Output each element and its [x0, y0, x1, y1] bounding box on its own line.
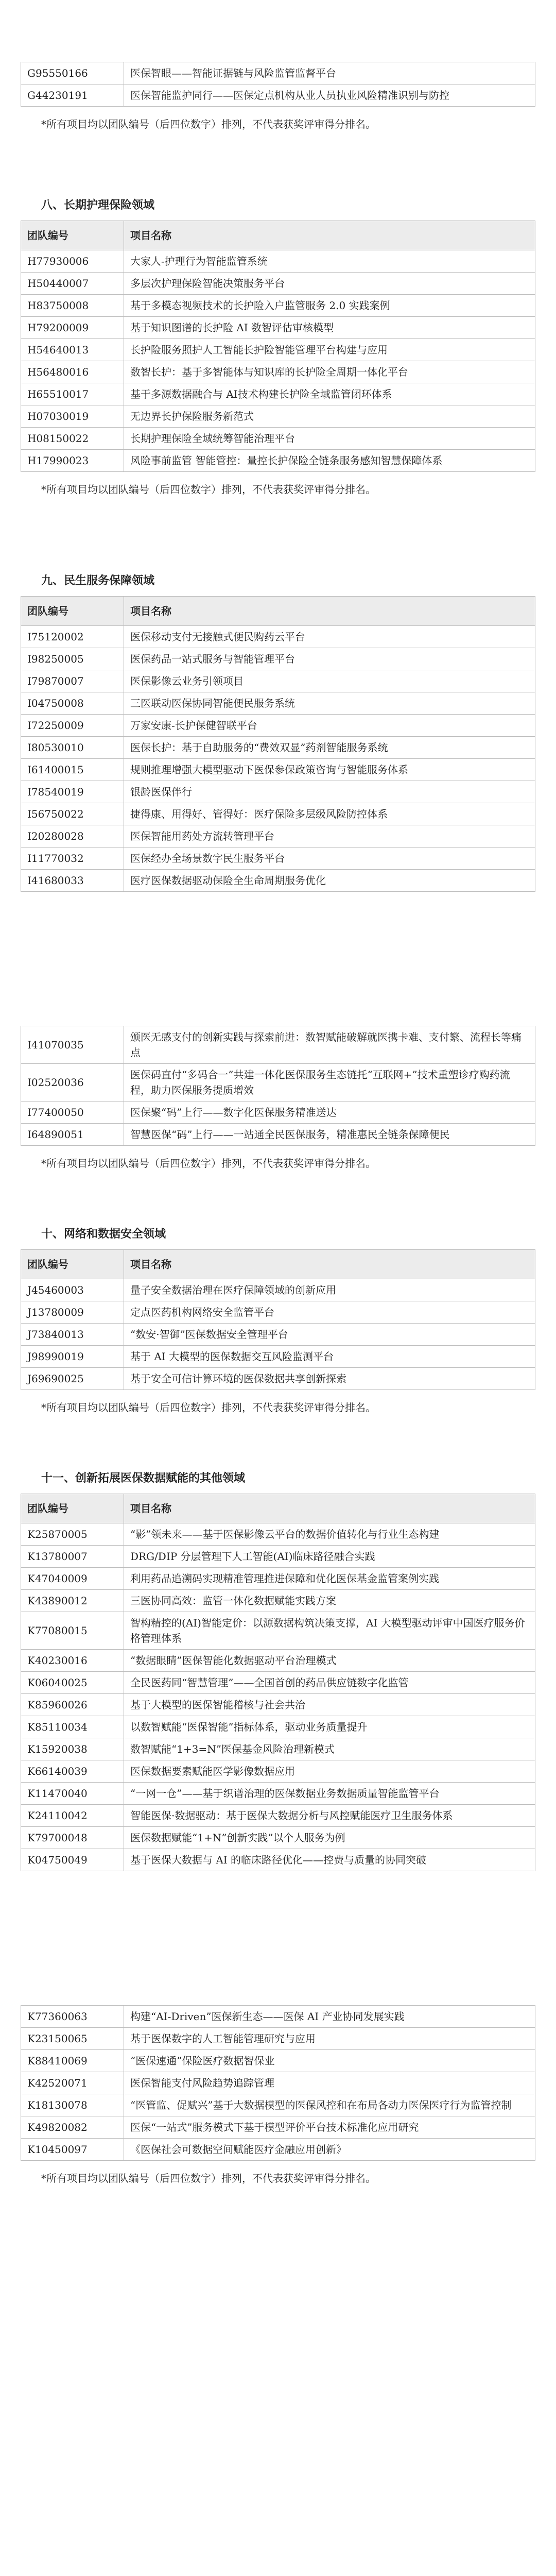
project-name: 数智长护：基于多智能体与知识库的长护险全周期一体化平台 — [124, 361, 535, 383]
project-name: 《医保社会可数据空间赋能医疗金融应用创新》 — [124, 2139, 535, 2161]
table-row — [21, 759, 535, 781]
project-name: 基于医保数字的人工智能管理研究与应用 — [124, 2028, 535, 2050]
table-row — [21, 1716, 535, 1738]
team-code: I79870007 — [21, 670, 124, 692]
project-name: 利用药品追溯码实现精准管理推进保障和优化医保基金监管案例实践 — [124, 1568, 535, 1590]
table-row — [21, 626, 535, 648]
table-row — [21, 2050, 535, 2072]
project-name: 基于医保大数据与 AI 的临床路径优化——控费与质量的协同突破 — [124, 1849, 535, 1871]
table-row — [21, 737, 535, 759]
project-name: 风险事前监管 智能管控：量控长护保险全链条服务感知智慧保障体系 — [124, 450, 535, 472]
table-row — [21, 1346, 535, 1368]
team-code: K06040025 — [21, 1672, 124, 1694]
team-code: I20280028 — [21, 825, 124, 848]
team-code: H83750008 — [21, 295, 124, 317]
project-name: 规则推理增强大模型驱动下医保参保政策咨询与智能服务体系 — [124, 759, 535, 781]
project-name: 医保智眼——智能证据链与风险监管监督平台 — [124, 62, 535, 84]
project-name: 医保长护：基于自助服务的“费效双显”药剂智能服务系统 — [124, 737, 535, 759]
table-row — [21, 825, 535, 848]
note-text: *所有项目均以团队编号（后四位数字）排列，不代表获奖评审得分排名。 — [41, 1401, 376, 1414]
table-row — [21, 1827, 535, 1849]
header-name: 项目名称 — [124, 1250, 535, 1279]
project-name: 基于知识图谱的长护险 AI 数智评估审核模型 — [124, 317, 535, 339]
project-name: 智能医保·数据驱动：基于医保大数据分析与风控赋能医疗卫生服务体系 — [124, 1805, 535, 1827]
table-row — [21, 1694, 535, 1716]
table-row — [21, 405, 535, 428]
team-code: J69690025 — [21, 1368, 124, 1390]
team-code: H54640013 — [21, 339, 124, 361]
team-code: K85110034 — [21, 1716, 124, 1738]
table-row — [21, 1650, 535, 1672]
section9-title: 九、民生服务保障领域 — [41, 574, 155, 587]
header-code: 团队编号 — [21, 597, 124, 626]
project-name: “数据眼睛”医保智能化数据驱动平台治理模式 — [124, 1650, 535, 1672]
team-code: I75120002 — [21, 626, 124, 648]
project-name: “医管监、促赋兴”基于大数据模型的医保风控和在布局各动力医保医疗行为监管控制 — [124, 2094, 535, 2116]
table-row — [21, 2072, 535, 2094]
team-code: G44230191 — [21, 84, 124, 107]
team-code: H17990023 — [21, 450, 124, 472]
team-code: K24110042 — [21, 1805, 124, 1827]
table-row — [21, 361, 535, 383]
table-row — [21, 1124, 535, 1146]
project-name: 数智赋能“1+3=N”医保基金风险治理新模式 — [124, 1738, 535, 1760]
header-code: 团队编号 — [21, 1250, 124, 1279]
team-code: K15920038 — [21, 1738, 124, 1760]
project-name: 基于多源数据融合与 AI技术构建长护险全域监管闭环体系 — [124, 383, 535, 405]
team-code: K23150065 — [21, 2028, 124, 2050]
table-section8 — [21, 221, 535, 472]
table-row — [21, 2028, 535, 2050]
table-row — [21, 1783, 535, 1805]
project-name: 医保智能监护同行——医保定点机构从业人员执业风险精准识别与防控 — [124, 84, 535, 107]
project-name: 无边界长护保险服务新范式 — [124, 405, 535, 428]
team-code: I41680033 — [21, 870, 124, 892]
team-code: H07030019 — [21, 405, 124, 428]
team-code: K43890012 — [21, 1590, 124, 1612]
team-code: K13780007 — [21, 1546, 124, 1568]
team-code: H65510017 — [21, 383, 124, 405]
team-code: I72250009 — [21, 715, 124, 737]
table-row — [21, 1523, 535, 1546]
team-code: J98990019 — [21, 1346, 124, 1368]
team-code: I11770032 — [21, 848, 124, 870]
table-row — [21, 715, 535, 737]
project-name: 量子安全数据治理在医疗保障领域的创新应用 — [124, 1279, 535, 1301]
header-name: 项目名称 — [124, 597, 535, 626]
table-row — [21, 781, 535, 803]
table-row — [21, 803, 535, 825]
team-code: H08150022 — [21, 428, 124, 450]
team-code: K79700048 — [21, 1827, 124, 1849]
team-code: I04750008 — [21, 692, 124, 715]
project-name: 医疗医保数据驱动保险全生命周期服务优化 — [124, 870, 535, 892]
project-name: “一网一仓”——基于织谱治理的医保数据业务数据质量智能监管平台 — [124, 1783, 535, 1805]
team-code: K11470040 — [21, 1783, 124, 1805]
project-name: 医保药品一站式服务与智能管理平台 — [124, 648, 535, 670]
table-row — [21, 2094, 535, 2116]
project-name: 智构精控的(AI)智能定价：以源数据构筑决策支撑，AI 大模型驱动评审中国医疗服务价格管理体系 — [124, 1612, 535, 1650]
team-code: K88410069 — [21, 2050, 124, 2072]
project-name: “医保速通”保险医疗数据智保业 — [124, 2050, 535, 2072]
team-code: I56750022 — [21, 803, 124, 825]
section11-title: 十一、创新拓展医保数据赋能的其他领域 — [41, 1471, 246, 1485]
team-code: I61400015 — [21, 759, 124, 781]
project-name: 基于大模型的医保智能稽核与社会共治 — [124, 1694, 535, 1716]
team-code: K25870005 — [21, 1523, 124, 1546]
note-text: *所有项目均以团队编号（后四位数字）排列，不代表获奖评审得分排名。 — [41, 483, 376, 496]
table-row — [21, 870, 535, 892]
project-name: 基于多模态视频技术的长护险入户监管服务 2.0 实践案例 — [124, 295, 535, 317]
team-code: K18130078 — [21, 2094, 124, 2116]
table-row — [21, 1279, 535, 1301]
table-row — [21, 1805, 535, 1827]
team-code: K47040009 — [21, 1568, 124, 1590]
project-name: 长期护理保险全域统筹智能治理平台 — [124, 428, 535, 450]
project-name: 银龄医保伴行 — [124, 781, 535, 803]
project-name: DRG/DIP 分层管理下人工智能(AI)临床路径融合实践 — [124, 1546, 535, 1568]
team-code: H79200009 — [21, 317, 124, 339]
table-row — [21, 1301, 535, 1324]
table-row — [21, 62, 535, 84]
table-row — [21, 1546, 535, 1568]
table-row — [21, 339, 535, 361]
table-section11 — [21, 1494, 535, 1871]
table-row — [21, 295, 535, 317]
team-code: K42520071 — [21, 2072, 124, 2094]
project-name: “数安·智御”医保数据安全管理平台 — [124, 1324, 535, 1346]
section10-title: 十、网络和数据安全领域 — [41, 1227, 166, 1241]
project-name: 全民医药同“智慧管理”——全国首创的药品供应链数字化监管 — [124, 1672, 535, 1694]
table-row — [21, 84, 535, 107]
project-name: “影”领未来——基于医保影像云平台的数据价值转化与行业生态构建 — [124, 1523, 535, 1546]
table-row — [21, 450, 535, 472]
team-code: J45460003 — [21, 1279, 124, 1301]
table-row — [21, 317, 535, 339]
table-row — [21, 692, 535, 715]
header-name: 项目名称 — [124, 221, 535, 250]
project-name: 颁医无感支付的创新实践与探索前进：数智赋能破解就医携卡难、支付繁、流程长等痛点 — [124, 1026, 535, 1064]
section8-title: 八、长期护理保险领域 — [41, 198, 155, 212]
table-row — [21, 2139, 535, 2161]
project-name: 医保“一站式”服务模式下基于模型评价平台技术标准化应用研究 — [124, 2116, 535, 2139]
project-name: 三医协同高效：监管一体化数据赋能实践方案 — [124, 1590, 535, 1612]
table-row — [21, 1672, 535, 1694]
project-name: 医保智能用药处方流转管理平台 — [124, 825, 535, 848]
team-code: K04750049 — [21, 1849, 124, 1871]
team-code: K10450097 — [21, 2139, 124, 2161]
header-name: 项目名称 — [124, 1494, 535, 1523]
table-top — [21, 62, 535, 107]
project-name: 医保移动支付无接触式便民购药云平台 — [124, 626, 535, 648]
table-section10 — [21, 1249, 535, 1390]
table-row — [21, 1324, 535, 1346]
team-code: I41070035 — [21, 1026, 124, 1064]
table-row — [21, 1026, 535, 1064]
header-code: 团队编号 — [21, 221, 124, 250]
project-name: 构建“AI-Driven”医保新生态——医保 AI 产业协同发展实践 — [124, 2006, 535, 2028]
table-bottom — [21, 2005, 535, 2161]
team-code: H50440007 — [21, 273, 124, 295]
project-name: 大家人-护理行为智能监管系统 — [124, 250, 535, 273]
team-code: G95550166 — [21, 62, 124, 84]
table-row — [21, 1064, 535, 1101]
table-row — [21, 383, 535, 405]
table-row — [21, 1849, 535, 1871]
project-name: 捷得康、用得好、管得好：医疗保险多层级风险防控体系 — [124, 803, 535, 825]
project-name: 多层次护理保险智能决策服务平台 — [124, 273, 535, 295]
table-row — [21, 670, 535, 692]
project-name: 医保聚“码”上行——数字化医保服务精准送达 — [124, 1101, 535, 1124]
team-code: I98250005 — [21, 648, 124, 670]
team-code: J73840013 — [21, 1324, 124, 1346]
project-name: 万家安康-长护保健智联平台 — [124, 715, 535, 737]
table-row — [21, 1760, 535, 1783]
header-code: 团队编号 — [21, 1494, 124, 1523]
team-code: I78540019 — [21, 781, 124, 803]
project-name: 医保码直付“多码合一”共建一体化医保服务生态链托“互联网+”技术重塑诊疗购药流程，助力医保服务提质增效 — [124, 1064, 535, 1101]
table-row — [21, 2116, 535, 2139]
team-code: K49820082 — [21, 2116, 124, 2139]
project-name: 定点医药机构网络安全监管平台 — [124, 1301, 535, 1324]
table-row — [21, 648, 535, 670]
project-name: 医保数据赋能“1+N”创新实践”以个人服务为例 — [124, 1827, 535, 1849]
team-code: K85960026 — [21, 1694, 124, 1716]
project-name: 长护险服务照护人工智能长护险智能管理平台构建与应用 — [124, 339, 535, 361]
table-row — [21, 1568, 535, 1590]
note-text: *所有项目均以团队编号（后四位数字）排列，不代表获奖评审得分排名。 — [41, 2172, 376, 2184]
team-code: H77930006 — [21, 250, 124, 273]
table-row — [21, 1738, 535, 1760]
project-name: 三医联动医保协同智能便民服务系统 — [124, 692, 535, 715]
note-text: *所有项目均以团队编号（后四位数字）排列，不代表获奖评审得分排名。 — [41, 1157, 376, 1170]
team-code: K77080015 — [21, 1612, 124, 1650]
team-code: I77400050 — [21, 1101, 124, 1124]
team-code: I02520036 — [21, 1064, 124, 1101]
table-row — [21, 250, 535, 273]
team-code: I64890051 — [21, 1124, 124, 1146]
table-row — [21, 2006, 535, 2028]
table-row — [21, 1101, 535, 1124]
team-code: K40230016 — [21, 1650, 124, 1672]
project-name: 基于安全可信计算环境的医保数据共享创新探索 — [124, 1368, 535, 1390]
note-text: *所有项目均以团队编号（后四位数字）排列，不代表获奖评审得分排名。 — [41, 118, 376, 130]
team-code: H56480016 — [21, 361, 124, 383]
table-row — [21, 1368, 535, 1390]
project-name: 智慧医保“码”上行——一站通全民医保服务，精准惠民全链条保障便民 — [124, 1124, 535, 1146]
table-mid — [21, 1026, 535, 1146]
project-name: 医保数据要素赋能医学影像数据应用 — [124, 1760, 535, 1783]
project-name: 医保经办全场景数字民生服务平台 — [124, 848, 535, 870]
table-row — [21, 1590, 535, 1612]
team-code: I80530010 — [21, 737, 124, 759]
team-code: K66140039 — [21, 1760, 124, 1783]
table-row — [21, 1612, 535, 1650]
team-code: K77360063 — [21, 2006, 124, 2028]
project-name: 医保智能支付风险趋势追踪管理 — [124, 2072, 535, 2094]
project-name: 基于 AI 大模型的医保数据交互风险监测平台 — [124, 1346, 535, 1368]
team-code: J13780009 — [21, 1301, 124, 1324]
table-row — [21, 273, 535, 295]
project-name: 以数智赋能“医保智能”指标体系，驱动业务质量提升 — [124, 1716, 535, 1738]
table-section9 — [21, 596, 535, 892]
project-name: 医保影像云业务引领项目 — [124, 670, 535, 692]
table-row — [21, 848, 535, 870]
table-row — [21, 428, 535, 450]
